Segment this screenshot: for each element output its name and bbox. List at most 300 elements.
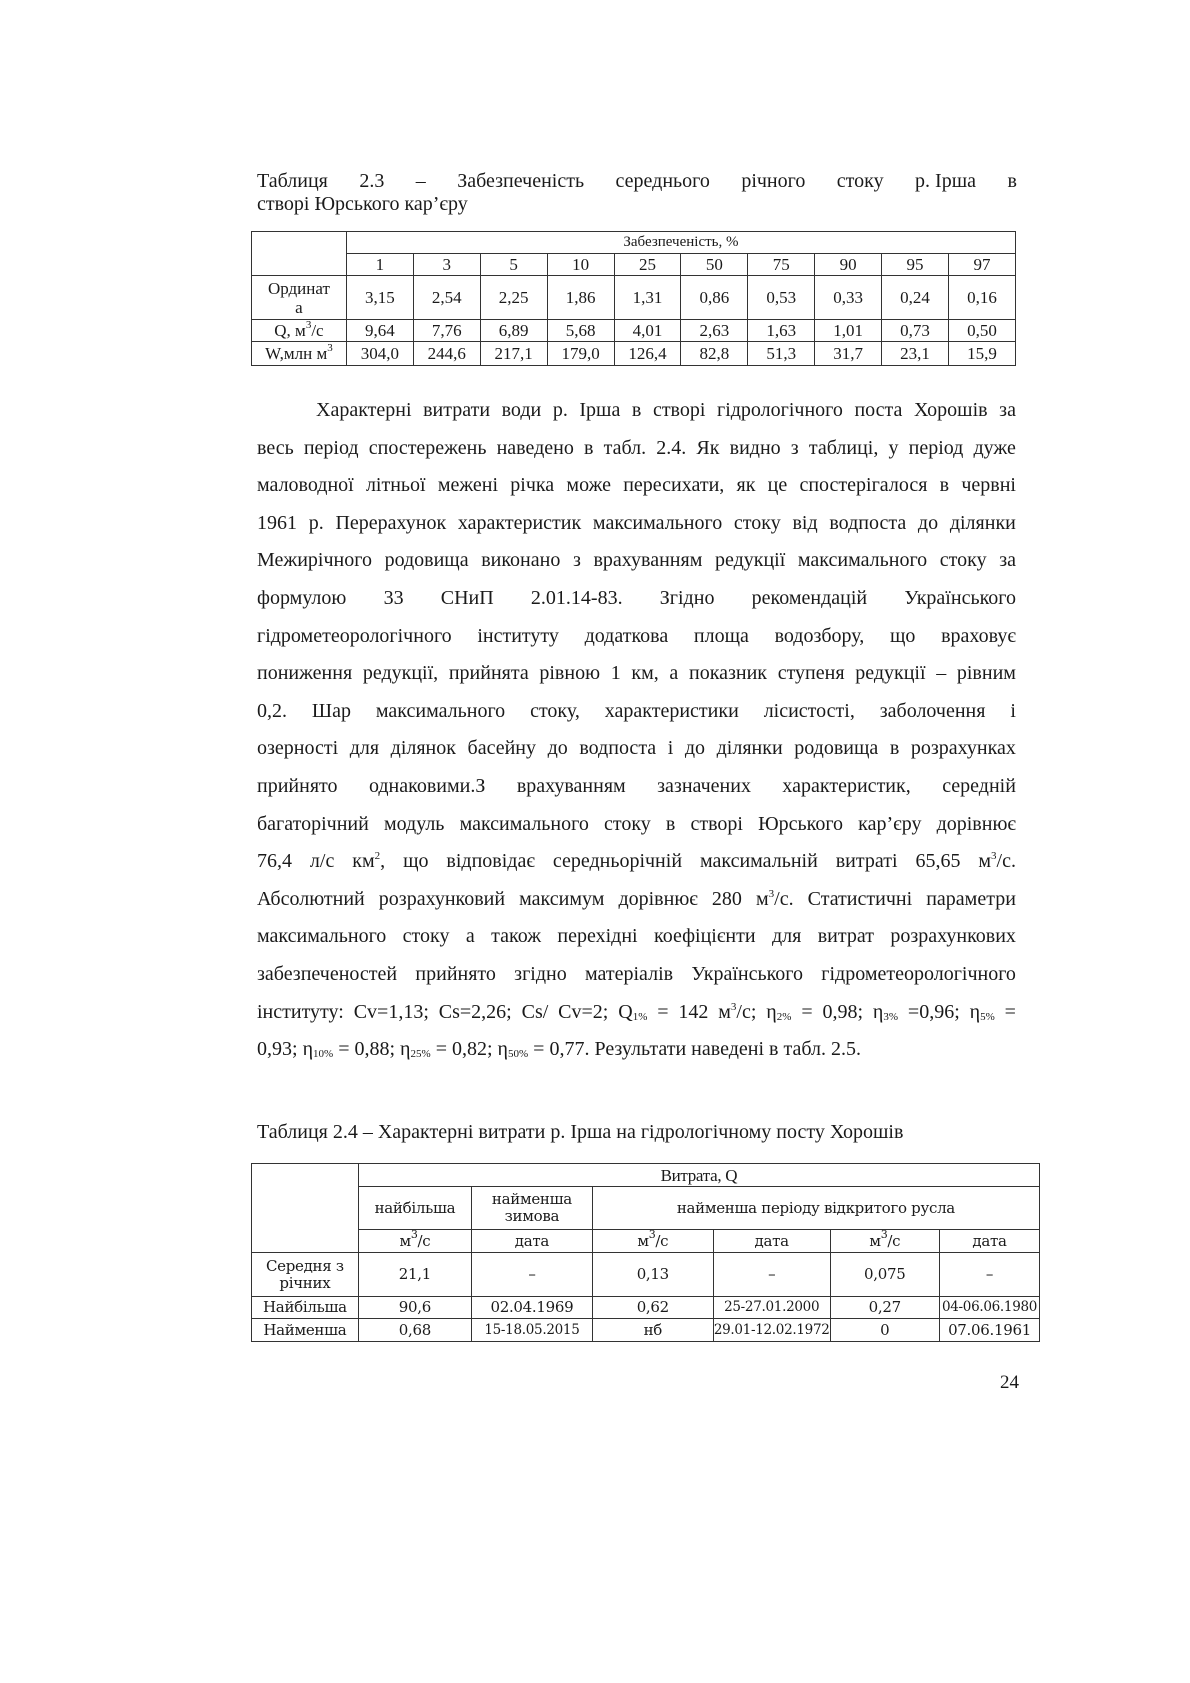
word: Українського: [691, 962, 804, 985]
word: водпоста: [829, 511, 907, 534]
word: перехідні: [557, 925, 638, 948]
word: інституту: [477, 624, 559, 647]
table-row: [252, 1319, 1040, 1342]
paragraph-line: [257, 505, 1016, 543]
word: Характерні: [316, 399, 412, 421]
word: також: [491, 925, 542, 948]
table-2-3-caption-line2: створі Юрського кар’єру: [257, 193, 468, 215]
word: для: [349, 737, 380, 760]
table-2-3-column-headers: [252, 254, 1016, 276]
word: =: [338, 1038, 350, 1061]
word: спостережень: [368, 436, 487, 459]
word: в: [631, 399, 642, 421]
table-cell: 0,50: [949, 320, 1016, 342]
table-cell: 1,63: [748, 320, 815, 342]
table-cell: 1,31: [614, 276, 681, 320]
word: км,: [631, 662, 659, 685]
word: літньої: [365, 474, 426, 497]
word: дорівнює: [618, 887, 698, 910]
word: 0,93;: [257, 1038, 298, 1061]
unit-header: дата: [713, 1230, 830, 1253]
word: наведено: [496, 436, 574, 459]
column-header: 5: [480, 254, 547, 276]
table-cell: 15-18.05.2015: [472, 1319, 593, 1342]
row-label: Середня з річних: [252, 1253, 359, 1297]
word: видно: [729, 436, 781, 459]
table-cell: 1,86: [547, 276, 614, 320]
word: максимального: [257, 925, 387, 948]
word: період: [303, 436, 359, 459]
column-header: 10: [547, 254, 614, 276]
word: 0,77.: [549, 1038, 590, 1061]
word: врахуванням: [593, 549, 703, 572]
word: відповідає: [446, 850, 535, 873]
word: 0,88;: [354, 1038, 396, 1061]
word: що: [403, 850, 429, 873]
table-cell: 90,6: [358, 1297, 471, 1319]
word: Хорошів: [914, 399, 988, 421]
word: додаткова: [584, 624, 669, 647]
word: Cs=2,26;: [438, 1000, 512, 1023]
column-header: 1: [346, 254, 413, 276]
table-cell: 0,53: [748, 276, 815, 320]
word: Статистичні: [807, 887, 913, 910]
word: гідрометеорологічного: [257, 624, 452, 647]
word: $м^3/с$.: [755, 887, 794, 910]
word: створі: [652, 399, 706, 421]
word: табл.: [783, 1038, 826, 1061]
word: це: [767, 474, 788, 497]
caption-word: середнього: [615, 170, 710, 192]
word: 65,65: [915, 850, 961, 873]
word: $м^3/с$;: [718, 1000, 757, 1023]
column-header: 90: [815, 254, 882, 276]
column-header: 75: [748, 254, 815, 276]
table-cell: 82,8: [681, 342, 748, 366]
table-cell: –: [713, 1253, 830, 1297]
table-cell: 244,6: [413, 342, 480, 366]
word: Юрського: [758, 812, 844, 835]
word: модуль: [383, 812, 445, 835]
word: враховує: [941, 624, 1016, 647]
paragraph-line: [257, 918, 1016, 956]
word: заболочення: [879, 699, 986, 722]
word: межені: [437, 474, 499, 497]
word: як: [736, 474, 756, 497]
table-cell: 1,01: [815, 320, 882, 342]
word: з: [572, 549, 581, 572]
word: родовища: [794, 737, 879, 760]
word: середньорічній: [552, 850, 683, 873]
column-header: 95: [882, 254, 949, 276]
word: =: [1004, 1000, 1016, 1023]
table-cell: 0: [830, 1319, 940, 1342]
word: =: [657, 1000, 669, 1023]
table-cell: 3,15: [346, 276, 413, 320]
table-2-4-caption: Таблиця 2.4 – Характерні витрати р. Ірша на гідрологічному посту Хорошів: [257, 1121, 904, 1143]
word: $\eta_{2\%}$: [766, 1000, 792, 1023]
word: характеристик: [457, 511, 582, 534]
caption-word: в: [1007, 170, 1017, 192]
table-cell: 0,86: [681, 276, 748, 320]
table-2-4-corner-cell: [252, 1164, 359, 1253]
word: 2.01.14-83.: [530, 586, 623, 609]
word: Згідно: [659, 586, 715, 609]
table-cell: 0,73: [882, 320, 949, 342]
word: інституту:: [257, 1000, 344, 1023]
paragraph-line: [257, 768, 1016, 806]
word: наведені: [691, 1038, 765, 1061]
word: в: [889, 737, 900, 760]
word: =: [801, 1000, 813, 1023]
table-cell: 7,76: [413, 320, 480, 342]
word: весь: [257, 436, 294, 459]
word: гідрометеорологічного: [821, 962, 1016, 985]
word: 280: [711, 887, 742, 910]
table-cell: 126,4: [614, 342, 681, 366]
word: гідрологічного: [717, 399, 843, 421]
table-row: [252, 1253, 1040, 1297]
unit-header: дата: [940, 1230, 1040, 1253]
paragraph-line: [257, 1031, 1016, 1069]
word: з: [790, 436, 799, 459]
column-header: 50: [681, 254, 748, 276]
word: Cv=2;: [558, 1000, 609, 1023]
word: дуже: [973, 436, 1016, 459]
word: ступеня: [777, 662, 845, 685]
word: редукції,: [362, 662, 439, 685]
table-row: [252, 320, 1016, 342]
page-number: 24: [1000, 1372, 1019, 1393]
word: =0,96;: [907, 1000, 960, 1023]
table-row: [252, 276, 1016, 320]
word: середній: [942, 774, 1016, 797]
table-cell: нб: [592, 1319, 713, 1342]
word: показник: [688, 662, 768, 685]
word: розрахунках: [910, 737, 1016, 760]
table-2-3: [251, 231, 1016, 366]
word: за: [999, 549, 1016, 572]
word: 1: [610, 662, 621, 685]
word: ділянки: [949, 511, 1016, 534]
word: поста: [854, 399, 903, 421]
word: річка: [510, 474, 555, 497]
table-row: [252, 342, 1016, 366]
word: багаторічний: [257, 812, 369, 835]
word: лісистості,: [763, 699, 855, 722]
word: формулою: [257, 586, 347, 609]
word: і: [1010, 699, 1016, 722]
word: Cv=1,13;: [353, 1000, 429, 1023]
paragraph-line: [257, 618, 1016, 656]
word: а: [465, 925, 475, 948]
word: максимального: [375, 699, 506, 722]
word: витраті: [835, 850, 898, 873]
paragraph-line: [257, 693, 1016, 731]
table-2-3-caption-line1: [257, 170, 1017, 192]
word: стоку,: [530, 699, 580, 722]
table-cell: 9,64: [346, 320, 413, 342]
word: витрат: [817, 925, 874, 948]
paragraph-line: [257, 956, 1016, 994]
word: створі: [690, 812, 743, 835]
table-cell: 179,0: [547, 342, 614, 366]
word: прийнята: [448, 662, 529, 685]
word: 1961: [257, 511, 297, 534]
word: ділянок: [390, 737, 456, 760]
table-cell: 04-06.06.1980: [940, 1297, 1040, 1319]
table-2-4-group-header: Витрата, Q: [358, 1164, 1039, 1187]
word: від: [792, 511, 818, 534]
word: СНиП: [440, 586, 494, 609]
sub-header-max: найбільша: [358, 1187, 471, 1230]
table-cell: 217,1: [480, 342, 547, 366]
caption-word: річного: [741, 170, 806, 192]
word: 0,98;: [822, 1000, 864, 1023]
word: до: [917, 511, 939, 534]
word: р.: [308, 511, 324, 534]
paragraph-line: [257, 994, 1016, 1032]
word: прийнято: [257, 774, 338, 797]
word: $м^3/с$.: [978, 850, 1016, 873]
row-label: W,млн $м^3$: [252, 342, 347, 366]
word: водозбору,: [774, 624, 865, 647]
word: забезпеченостей: [257, 962, 398, 985]
word: $\eta_{10\%}$: [302, 1038, 334, 1061]
table-cell: 0,33: [815, 276, 882, 320]
table-cell: 0,68: [358, 1319, 471, 1342]
table-cell: 5,68: [547, 320, 614, 342]
word: =: [533, 1038, 545, 1061]
table-cell: 07.06.1961: [940, 1319, 1040, 1342]
word: Межирічного: [257, 549, 372, 572]
word: =: [435, 1038, 447, 1061]
paragraph-line: [257, 806, 1016, 844]
word: Ірша: [579, 399, 621, 421]
word: розрахунковий: [378, 887, 506, 910]
word: до: [684, 737, 706, 760]
word: характеристик,: [782, 774, 911, 797]
column-header: 3: [413, 254, 480, 276]
word: прийнято: [415, 962, 496, 985]
table-2-3-caption: [257, 170, 1017, 215]
unit-header: $м^3/с$: [830, 1230, 940, 1253]
word: озерності: [257, 737, 339, 760]
word: може: [566, 474, 611, 497]
table-cell: 29.01-12.02.1972: [713, 1319, 830, 1342]
table-2-4: [251, 1163, 1040, 1342]
table-cell: 02.04.1969: [472, 1297, 593, 1319]
word: максимум: [519, 887, 605, 910]
table-cell: 21,1: [358, 1253, 471, 1297]
word: водпоста: [579, 737, 657, 760]
column-header: 97: [949, 254, 1016, 276]
table-cell: 0,62: [592, 1297, 713, 1319]
caption-word: Забезпеченість: [457, 170, 585, 192]
word: редукції: [714, 549, 786, 572]
paragraph-line: [257, 542, 1016, 580]
sub-header-min-winter: найменша зимова: [472, 1187, 593, 1230]
row-label: Найменша: [252, 1319, 359, 1342]
word: пониження: [257, 662, 353, 685]
word: рівним: [956, 662, 1016, 685]
table-cell: 25-27.01.2000: [713, 1297, 830, 1319]
word: води: [501, 399, 542, 421]
word: ділянки: [716, 737, 783, 760]
caption-word: –: [415, 170, 426, 192]
word: період: [908, 436, 964, 459]
table-cell: –: [472, 1253, 593, 1297]
body-paragraph: [257, 392, 1016, 1069]
word: однаковими.З: [368, 774, 486, 797]
paragraph-line: [257, 881, 1016, 919]
word: у: [888, 436, 899, 459]
word: Як: [696, 436, 720, 459]
table-cell: 23,1: [882, 342, 949, 366]
table-cell: 0,24: [882, 276, 949, 320]
table-cell: 0,27: [830, 1297, 940, 1319]
word: таблиці,: [808, 436, 879, 459]
word: розрахункових: [890, 925, 1016, 948]
table-2-3-corner-cell: [252, 232, 347, 276]
word: до: [547, 737, 568, 760]
word: параметри: [926, 887, 1016, 910]
word: кар’єру: [858, 812, 922, 835]
word: $\eta_{25\%}$: [400, 1038, 431, 1061]
word: стоку: [939, 549, 987, 572]
caption-word: Таблиця: [257, 170, 328, 192]
word: матеріалів: [584, 962, 674, 985]
caption-word: стоку: [836, 170, 884, 192]
word: в: [769, 1038, 779, 1061]
word: родовища: [384, 549, 469, 572]
table-2-4-units-row: [252, 1230, 1040, 1253]
table-cell: 0,13: [592, 1253, 713, 1297]
word: стоку: [733, 511, 781, 534]
word: басейну: [467, 737, 537, 760]
unit-header: $м^3/с$: [358, 1230, 471, 1253]
word: червні: [961, 474, 1016, 497]
row-label: Найбільша: [252, 1297, 359, 1319]
word: для: [771, 925, 802, 948]
word: максимального: [459, 812, 589, 835]
word: $Q_{1\%}$: [618, 1000, 648, 1023]
word: 76,4: [257, 850, 292, 873]
word: Cs/: [521, 1000, 549, 1023]
word: дорівнює: [936, 812, 1016, 835]
word: стоку: [603, 812, 651, 835]
table-cell: 2,25: [480, 276, 547, 320]
table-cell: 2,54: [413, 276, 480, 320]
row-label: Ординат а: [252, 276, 347, 320]
word: максимальній: [699, 850, 818, 873]
word: і: [667, 737, 674, 760]
word: $\eta_{5\%}$: [969, 1000, 995, 1023]
table-cell: 304,0: [346, 342, 413, 366]
word: –: [936, 662, 947, 685]
word: $\eta_{50\%}$: [497, 1038, 529, 1061]
word: 0,82;: [451, 1038, 493, 1061]
word: 142: [678, 1000, 709, 1023]
table-2-4-sub-headers: [252, 1187, 1040, 1230]
word: Перерахунок: [335, 511, 447, 534]
table-cell: 0,075: [830, 1253, 940, 1297]
word: рівною: [539, 662, 601, 685]
word: стоку: [402, 925, 450, 948]
table-row: [252, 1297, 1040, 1319]
table-cell: 2,63: [681, 320, 748, 342]
table-2-3-group-header: Забезпеченість, %: [346, 232, 1015, 254]
word: в: [665, 812, 676, 835]
word: максимального: [797, 549, 928, 572]
word: витрати: [423, 399, 491, 421]
word: табл.: [603, 436, 647, 459]
word: що: [889, 624, 916, 647]
word: Результати: [594, 1038, 687, 1061]
word: зазначених: [657, 774, 751, 797]
word: пересихати,: [623, 474, 725, 497]
unit-header: дата: [472, 1230, 593, 1253]
word: $км^2$,: [352, 850, 386, 873]
word: маловодної: [257, 474, 354, 497]
paragraph-line: [257, 430, 1016, 468]
table-cell: 31,7: [815, 342, 882, 366]
caption-word: р. Ірша: [915, 170, 976, 192]
word: л/с: [309, 850, 335, 873]
word: р.: [552, 399, 568, 421]
word: 0,2.: [257, 699, 287, 722]
word: 2.5.: [831, 1038, 861, 1061]
row-label: Q, $м^3/с$: [252, 320, 347, 342]
word: в: [939, 474, 950, 497]
table-cell: 4,01: [614, 320, 681, 342]
word: характеристики: [604, 699, 739, 722]
word: 2.4.: [656, 436, 687, 459]
word: коефіцієнти: [654, 925, 756, 948]
sub-header-min-open-channel: найменша періоду відкритого русла: [592, 1187, 1039, 1230]
paragraph-line: [257, 730, 1016, 768]
word: в: [584, 436, 594, 459]
word: а: [669, 662, 679, 685]
word: рекомендацій: [751, 586, 868, 609]
word: згідно: [514, 962, 567, 985]
word: за: [999, 399, 1016, 421]
table-cell: –: [940, 1253, 1040, 1297]
paragraph-line: [257, 655, 1016, 693]
word: максимального: [592, 511, 723, 534]
paragraph-line: [257, 580, 1016, 618]
paragraph-line: [257, 843, 1016, 881]
word: $\eta_{3\%}$: [872, 1000, 899, 1023]
word: спостерігалося: [799, 474, 928, 497]
word: Українського: [904, 586, 1016, 609]
word: виконано: [481, 549, 561, 572]
paragraph-line: [257, 392, 1016, 430]
caption-word: 2.3: [359, 170, 385, 192]
paragraph-line: [257, 467, 1016, 505]
word: редукції: [855, 662, 926, 685]
table-cell: 15,9: [949, 342, 1016, 366]
table-cell: 51,3: [748, 342, 815, 366]
column-header: 25: [614, 254, 681, 276]
word: Шар: [311, 699, 351, 722]
table-cell: 6,89: [480, 320, 547, 342]
word: 33: [383, 586, 404, 609]
word: Абсолютний: [257, 887, 365, 910]
word: врахуванням: [516, 774, 626, 797]
unit-header: $м^3/с$: [592, 1230, 713, 1253]
table-cell: 0,16: [949, 276, 1016, 320]
